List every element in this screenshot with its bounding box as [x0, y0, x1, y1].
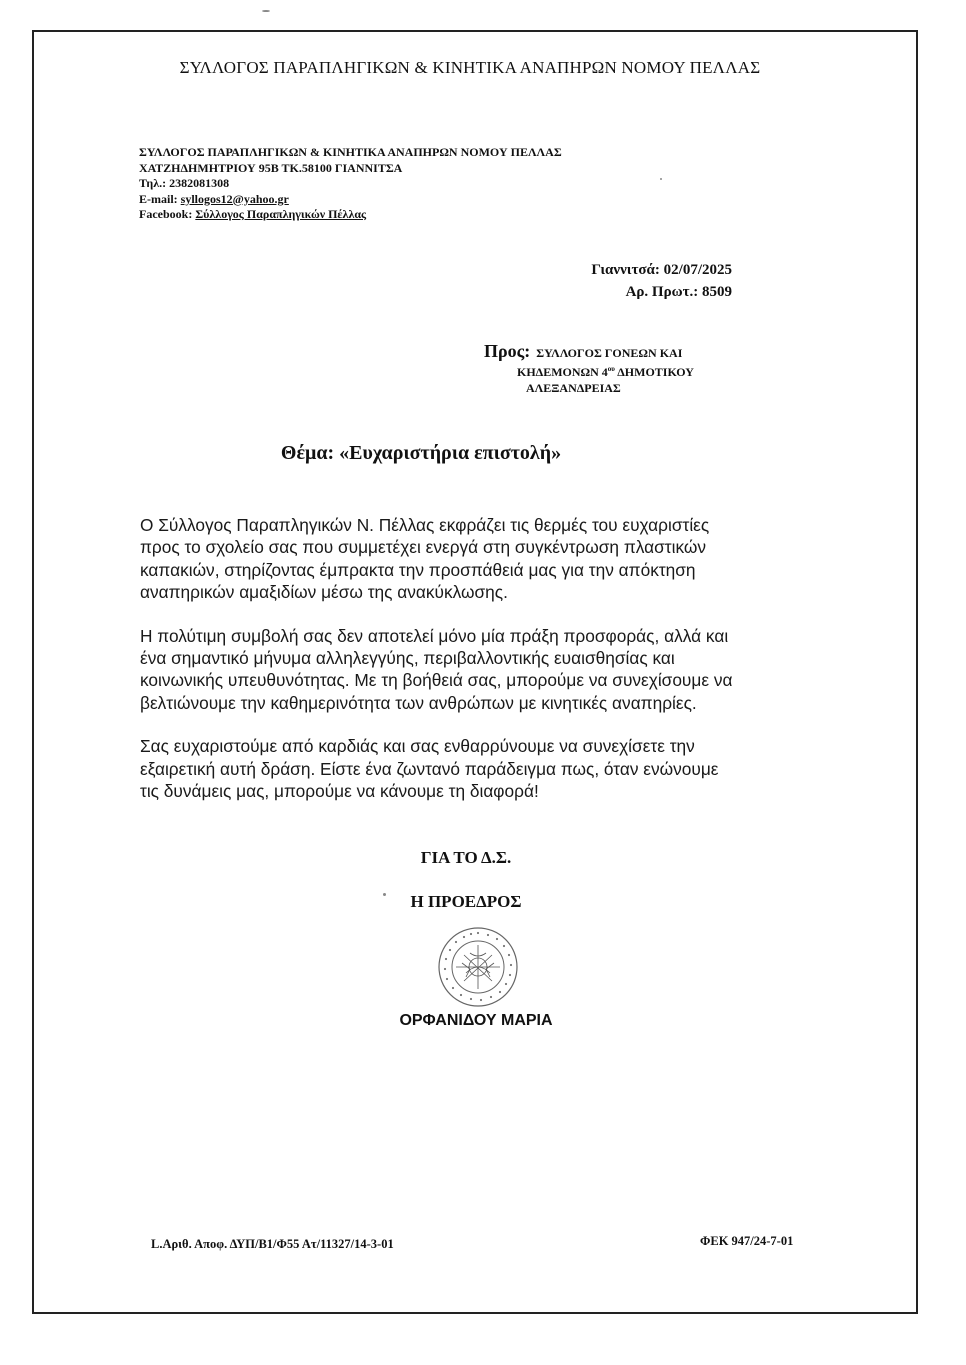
body-paragraph-3 [140, 735, 820, 802]
body-line: αναπηρικών αμαξιδίων μέσω της ανακύκλωσης. [140, 582, 508, 603]
scan-speck [660, 178, 662, 180]
body-line: Η πολύτιμη συμβολή σας δεν αποτελεί μόνο μία πράξη προσφοράς, αλλά και [140, 625, 729, 646]
body-line: ένα σημαντικό μήνυμα αλληλεγγύης, περιβαλλοντικής ευαισθησίας και [140, 648, 675, 669]
body-line: βελτιώνουμε την καθημερινότητα των ανθρώπων με κινητικές αναπηρίες. [140, 692, 697, 713]
body-line: εξαιρετική αυτή δράση. Είστε ένα ζωντανό παράδειγμα πως, όταν ενώνουμε [140, 758, 719, 779]
scan-speck [383, 893, 386, 896]
recipient-line-1-text: ΣΥΛΛΟΓΟΣ ΓΟΝΕΩΝ ΚΑΙ [536, 346, 683, 360]
phone-label: Τηλ.: [139, 176, 167, 190]
closing-for-board: ΓΙΑ ΤΟ Δ.Σ. [420, 848, 512, 867]
phone-number: 2382081308 [169, 176, 230, 190]
email-link[interactable]: syllogos12@yahoo.gr [180, 191, 289, 206]
body-line: κοινωνικής υπευθυνότητας. Με τη βοήθειά σας, μπορούμε να συνεχίσουμε να [140, 670, 733, 691]
email-label: E-mail: [139, 191, 178, 206]
sender-facebook [139, 207, 562, 223]
association-seal-icon [436, 925, 520, 1009]
protocol-number [560, 281, 732, 303]
date-value: 02/07/2025 [663, 262, 732, 278]
body-line: τις δυνάμεις μας, μπορούμε να κάνουμε τη διαφορά! [140, 781, 539, 802]
body-line: Σας ευχαριστούμε από καρδιάς και σας ενθαρρύνουμε να συνεχίσετε την [140, 736, 695, 757]
sender-address: ΧΑΤΖΗΔΗΜΗΤΡΙΟΥ 95Β ΤΚ.58100 ΓΙΑΝΝΙΤΣΑ [139, 160, 403, 175]
date-block [560, 259, 732, 303]
recipient-label: Προς: [484, 341, 531, 361]
recipient-ordinal: ου [607, 365, 615, 373]
facebook-label: Facebook: [139, 207, 193, 221]
sender-email [139, 192, 562, 208]
facebook-link[interactable]: Σύλλογος Παραπληγικών Πέλλας [195, 207, 367, 221]
letterhead-title: ΣΥΛΛΟΓΟΣ ΠΑΡΑΠΛΗΓΙΚΩΝ & ΚΙΝΗΤΙΚΑ ΑΝΑΠΗΡΩΝ ΝΟΜΟΥ ΠΕΛΛΑΣ [179, 58, 761, 77]
recipient-line-2-b: ΔΗΜΟΤΙΚΟΥ [614, 365, 694, 379]
letter-date [560, 259, 732, 281]
protocol-value: 8509 [702, 284, 732, 300]
date-label: Γιαννιτσά: [591, 262, 660, 278]
protocol-label: Αρ. Πρωτ.: [625, 284, 699, 300]
recipient-block [484, 343, 694, 396]
signer-name: ΟΡΦΑΝΙΔΟΥ ΜΑΡΙΑ [399, 1012, 553, 1029]
recipient-line-3: ΑΛΕΞΑΝΔΡΕΙΑΣ [526, 381, 621, 395]
sender-phone [139, 176, 562, 192]
body-line: Ο Σύλλογος Παραπληγικών Ν. Πέλλας εκφράζει τις θερμές του ευχαριστίες [140, 515, 710, 535]
footer-registration: L.Αριθ. Αποφ. ΔΥΠ/Β1/Φ55 Ατ/11327/14-3-01 [151, 1237, 394, 1251]
body-paragraph-2 [140, 625, 820, 715]
letter-body [140, 514, 820, 823]
recipient-line-1 [484, 343, 694, 361]
sender-name: ΣΥΛΛΟΓΟΣ ΠΑΡΑΠΛΗΓΙΚΩΝ & ΚΙΝΗΤΙΚΑ ΑΝΑΠΗΡΩΝ ΝΟΜΟΥ ΠΕΛΛΑΣ [139, 145, 562, 159]
body-line: καπακιών, στηρίζοντας έμπρακτα την προσπάθειά μας για την απόκτηση [140, 559, 696, 580]
body-paragraph-1 [140, 514, 820, 604]
scan-speck [262, 10, 270, 12]
recipient-line-2 [484, 361, 694, 380]
body-line: προς το σχολείο σας που συμμετέχει ενεργά στη συγκέντρωση πλαστικών [140, 537, 707, 558]
subject-line: Θέμα: «Ευχαριστήρια επιστολή» [280, 442, 562, 464]
recipient-line-2-a: ΚΗΔΕΜΟΝΩΝ 4 [517, 365, 608, 379]
closing-role: Η ΠΡΟΕΔΡΟΣ [410, 892, 522, 911]
sender-block [139, 145, 562, 223]
footer-gazette: ΦΕΚ 947/24-7-01 [700, 1234, 794, 1248]
